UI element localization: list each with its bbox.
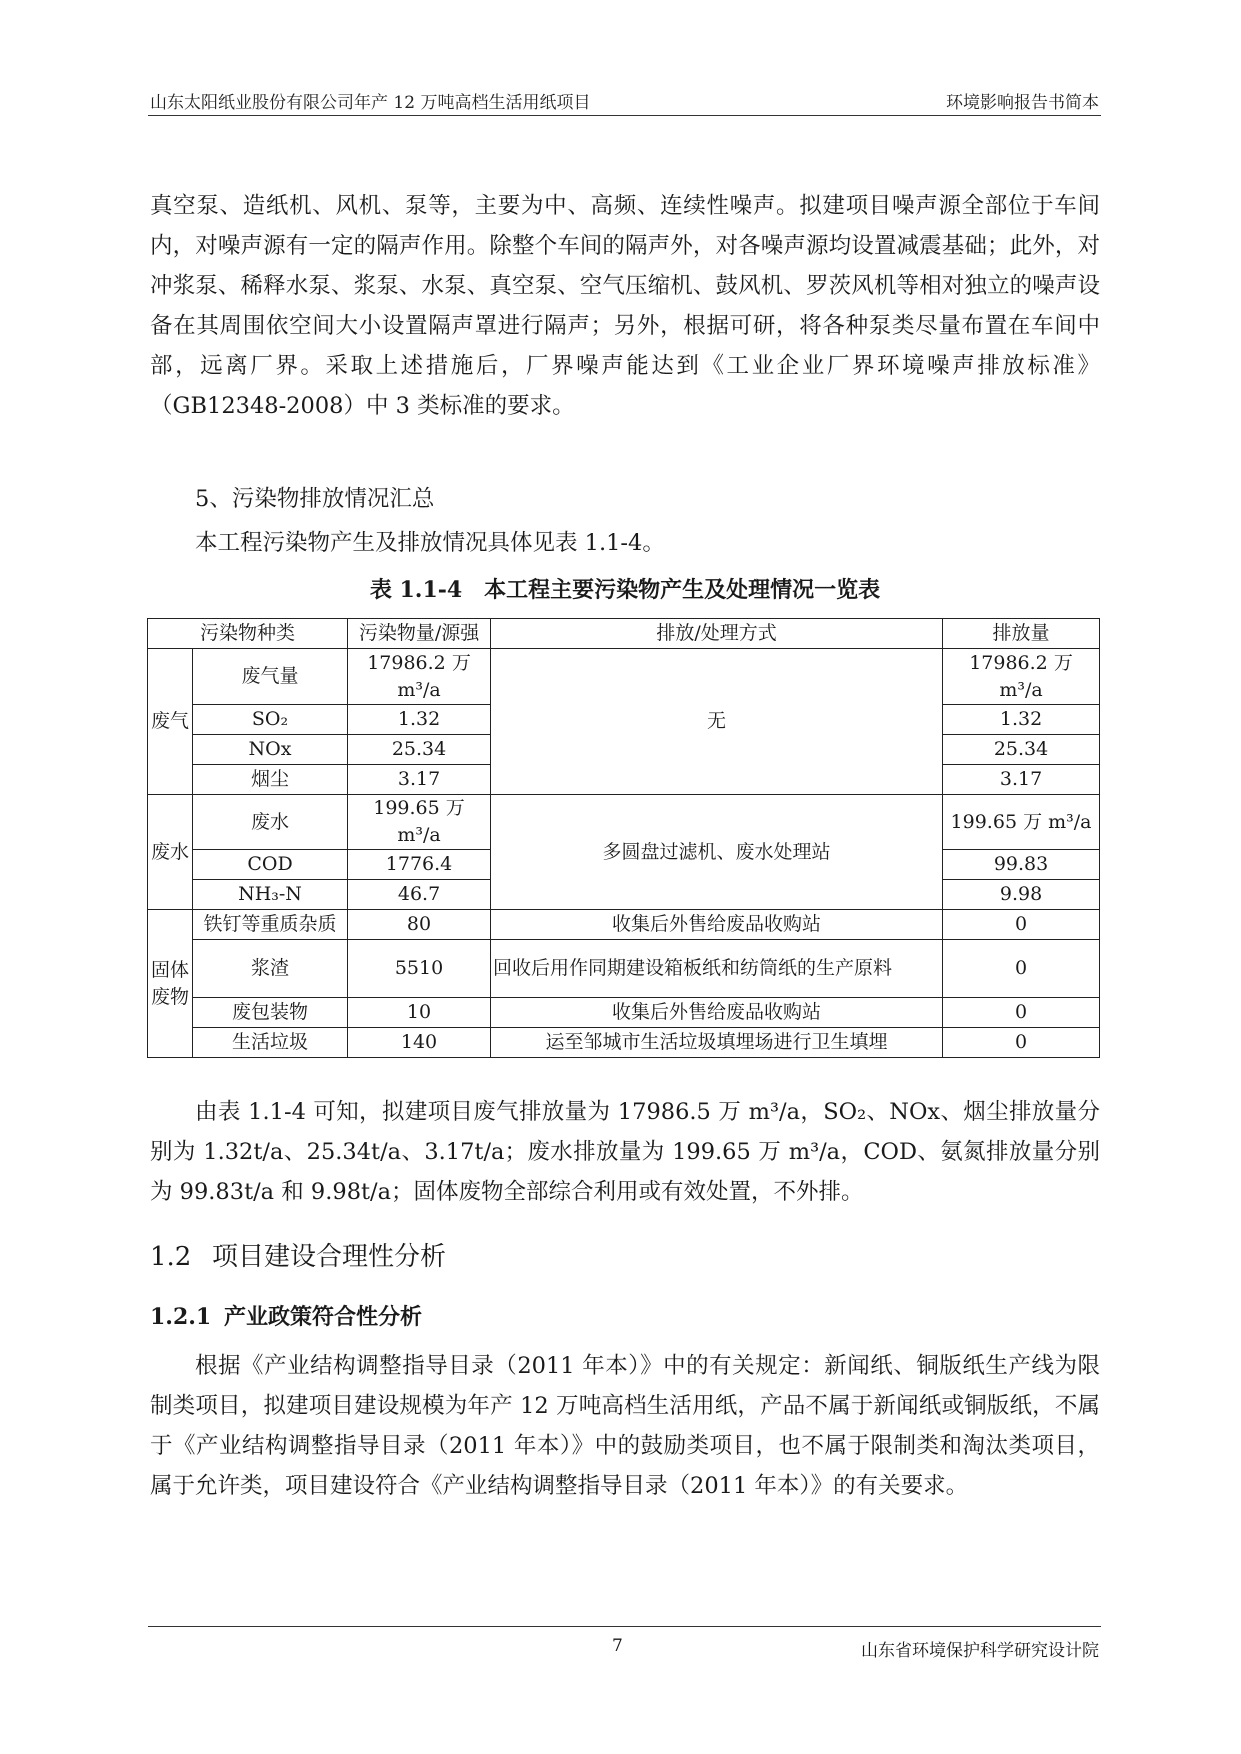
group-cell-solid: 固体废物: [148, 910, 193, 1058]
header-rule: [148, 115, 1101, 116]
method-cell-water: 多圆盘过滤机、废水处理站: [491, 795, 943, 910]
item-cell: SO₂: [193, 705, 348, 735]
subsection-title-text: 产业政策符合性分析: [224, 1304, 423, 1330]
table-summary-paragraph: 由表 1.1-4 可知，拟建项目废气排放量为 17986.5 万 m³/a，SO₂、NOx、烟尘排放量分别为 1.32t/a、25.34t/a、3.17t/a；废水排放量为 199.65 万 m³/a，COD、氨氮排放量分别为 99.83t/a 和 9.98t/a；固体废物全部综合利用或有效处置，不外排。: [150, 1099, 1100, 1205]
section-number: 1.2: [150, 1242, 192, 1272]
amount-cell: 80: [348, 910, 491, 940]
table-row: [148, 998, 1100, 1028]
amount-cell: 10: [348, 998, 491, 1028]
emission-cell: 0: [943, 998, 1100, 1028]
header-doc-type: 环境影响报告书简本: [946, 93, 1099, 113]
header-cell: 排放/处理方式: [491, 619, 943, 649]
item-cell: 烟尘: [193, 765, 348, 795]
emission-cell: 9.98: [943, 880, 1100, 910]
item-cell: 生活垃圾: [193, 1028, 348, 1058]
item-cell: 废水: [193, 795, 348, 850]
footer-institute: 山东省环境保护科学研究设计院: [861, 1641, 1099, 1661]
amount-cell: 1.32: [348, 705, 491, 735]
item-cell: COD: [193, 850, 348, 880]
emission-cell: 25.34: [943, 735, 1100, 765]
table-row: [148, 649, 1100, 705]
header-project-title: 山东太阳纸业股份有限公司年产 12 万吨高档生活用纸项目: [150, 93, 591, 113]
item-cell: 废包装物: [193, 998, 348, 1028]
amount-cell: 17986.2 万 m³/a: [348, 649, 491, 705]
group-cell-water: 废水: [148, 795, 193, 910]
header-cell: 污染物种类: [148, 619, 348, 649]
item-cell: NH₃-N: [193, 880, 348, 910]
method-cell-gas: 无: [491, 649, 943, 795]
method-cell: 回收后用作同期建设箱板纸和纺筒纸的生产原料: [491, 940, 943, 998]
item-cell: NOx: [193, 735, 348, 765]
method-cell: 收集后外售给废品收购站: [491, 998, 943, 1028]
noise-paragraph: 真空泵、造纸机、风机、泵等，主要为中、高频、连续性噪声。拟建项目噪声源全部位于车间内，对噪声源有一定的隔声作用。除整个车间的隔声外，对各噪声源均设置减震基础；此外，对冲浆泵、稀释水泵、浆泵、水泵、真空泵、空气压缩机、鼓风机、罗茨风机等相对独立的噪声设备在其周围依空间大小设置隔声罩进行隔声；另外，根据可研，将各种泵类尽量布置在车间中部，远离厂界。采取上述措施后，厂界噪声能达到《工业企业厂界环境噪声排放标准》（GB12348-2008）中 3 类标准的要求。: [150, 193, 1100, 419]
table-header-row: [148, 619, 1100, 649]
table-reference-paragraph: 本工程污染物产生及排放情况具体见表 1.1-4。: [195, 530, 665, 556]
section-title-text: 项目建设合理性分析: [212, 1242, 447, 1272]
group-cell-gas: 废气: [148, 649, 193, 795]
emission-cell: 3.17: [943, 765, 1100, 795]
page-number: 7: [612, 1636, 623, 1656]
emission-cell: 0: [943, 1028, 1100, 1058]
table-row: [148, 910, 1100, 940]
method-cell: 运至邹城市生活垃圾填埋场进行卫生填埋: [491, 1028, 943, 1058]
subsection-number: 1.2.1: [150, 1304, 212, 1330]
amount-cell: 199.65 万 m³/a: [348, 795, 491, 850]
method-cell: 收集后外售给废品收购站: [491, 910, 943, 940]
amount-cell: 25.34: [348, 735, 491, 765]
amount-cell: 140: [348, 1028, 491, 1058]
footer-rule: [148, 1626, 1101, 1627]
emission-cell: 199.65 万 m³/a: [943, 795, 1100, 850]
subsection-title: [150, 1300, 422, 1331]
header-cell: 排放量: [943, 619, 1100, 649]
emission-cell: 0: [943, 910, 1100, 940]
amount-cell: 1776.4: [348, 850, 491, 880]
table-row: [148, 795, 1100, 850]
amount-cell: 46.7: [348, 880, 491, 910]
amount-cell: 3.17: [348, 765, 491, 795]
emission-cell: 0: [943, 940, 1100, 998]
amount-cell: 5510: [348, 940, 491, 998]
pollutant-table: [147, 618, 1100, 1058]
table-row: [148, 1028, 1100, 1058]
section-title: [150, 1236, 446, 1273]
item-cell: 浆渣: [193, 940, 348, 998]
emission-cell: 1.32: [943, 705, 1100, 735]
summary-heading: 5、污染物排放情况汇总: [195, 486, 435, 512]
item-cell: 铁钉等重质杂质: [193, 910, 348, 940]
table-row: [148, 940, 1100, 998]
policy-paragraph: 根据《产业结构调整指导目录（2011 年本）》中的有关规定：新闻纸、铜版纸生产线为限制类项目，拟建项目建设规模为年产 12 万吨高档生活用纸，产品不属于新闻纸或铜版纸，不属于《产业结构调整指导目录（2011 年本）》中的鼓励类项目，也不属于限制类和淘汰类项目，属于允许类，项目建设符合《产业结构调整指导目录（2011 年本）》的有关要求。: [150, 1353, 1100, 1499]
emission-cell: 17986.2 万 m³/a: [943, 649, 1100, 705]
table-caption: 表 1.1-4 本工程主要污染物产生及处理情况一览表: [369, 577, 881, 603]
item-cell: 废气量: [193, 649, 348, 705]
header-cell: 污染物量/源强: [348, 619, 491, 649]
emission-cell: 99.83: [943, 850, 1100, 880]
